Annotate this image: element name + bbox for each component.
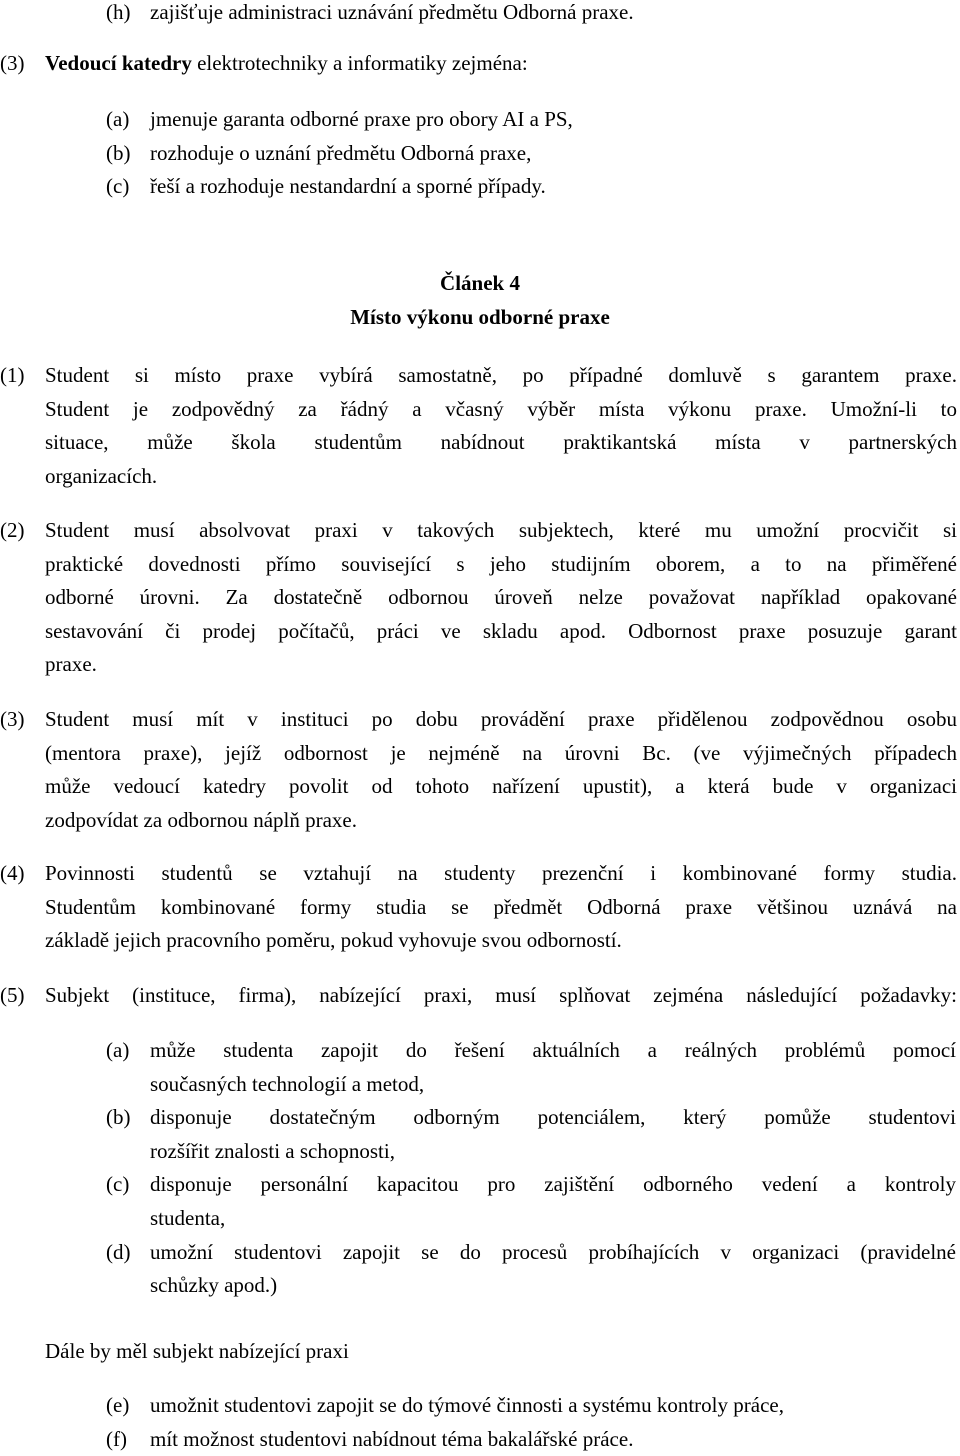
further-intro [0, 1335, 960, 1369]
paragraph-line: sestavování či prodej počítačů, práci ve skladu apod. Odbornost praxe posuzuje garant [45, 618, 957, 643]
paragraph-line: zodpovídat za odbornou náplň praxe. [45, 807, 357, 832]
list-item-line: rozšířit znalosti a schopnosti, [150, 1138, 395, 1163]
paragraph-line: Student musí mít v instituci po dobu provádění praxe přidělenou zodpovědnou osobu [45, 707, 957, 731]
paragraph-marker: (2) [0, 518, 25, 542]
paragraph-marker: (3) [0, 51, 25, 75]
list-marker: (b) [106, 140, 131, 165]
list-marker: (c) [106, 1172, 130, 1197]
list-item [0, 103, 960, 137]
article-title: Místo výkonu odborné praxe [350, 305, 610, 329]
list-item-text: rozhoduje o uznání předmětu Odborná praxe, [150, 140, 532, 165]
paragraph-rest: elektrotechniky a informatiky zejména: [191, 51, 528, 75]
paragraph-1 [0, 359, 960, 493]
paragraph-line: základě jejich pracovního poměru, pokud vyhovuje svou odborností. [45, 928, 622, 953]
list-item-line: disponuje personální kapacitou pro zajištění odborného vedení a kontroly [150, 1172, 956, 1197]
further-intro-text: Dále by měl subjekt nabízející praxi [45, 1339, 349, 1363]
paragraph-3-head [0, 47, 960, 81]
list-marker: (h) [106, 0, 131, 24]
list-item-line: studenta, [150, 1205, 226, 1230]
head-item-list [0, 103, 960, 204]
list-item-h [0, 0, 960, 30]
paragraph-marker: (4) [0, 861, 25, 885]
list-marker: (a) [106, 1038, 130, 1062]
list-item-line: disponuje dostatečným odborným potenciálem, který pomůže studentovi [150, 1105, 956, 1130]
further-list [0, 1389, 960, 1456]
list-item-line: umožní studentovi zapojit se do procesů probíhajících v organizaci (pravidelné [150, 1239, 956, 1264]
paragraph-line: Povinnosti studentů se vztahují na studenty prezenční i kombinované formy studia. [45, 861, 957, 885]
paragraph-marker: (1) [0, 363, 25, 387]
list-item [0, 170, 960, 204]
paragraph-line: Student musí absolvovat praxi v takových subjektech, které mu umožní procvičit si [45, 518, 957, 542]
paragraph-line: Studentům kombinované formy studia se předmět Odborná praxe většinou uznává na [45, 894, 957, 919]
paragraph-3 [0, 703, 960, 837]
list-item-text: jmenuje garanta odborné praxe pro obory AI a PS, [150, 107, 573, 131]
paragraph-line: Student si místo praxe vybírá samostatně, po případné domluvě s garantem praxe. [45, 363, 957, 387]
article-number: Článek 4 [440, 271, 520, 295]
paragraph-5 [0, 979, 960, 1013]
list-item-line: současných technologií a metod, [150, 1071, 425, 1096]
paragraph-line: může vedoucí katedry povolit od tohoto nařízení upustit), a která bude v organizaci [45, 774, 957, 799]
paragraph-line: praktické dovednosti přímo související s jeho studijním oborem, a to na přiměřené [45, 551, 957, 576]
bold-term: Vedoucí katedry [45, 51, 192, 75]
paragraph-line: organizacích. [45, 463, 158, 488]
requirements-list [0, 1034, 960, 1303]
list-marker: (d) [106, 1239, 131, 1264]
paragraph-line: Subjekt (instituce, firma), nabízející praxi, musí splňovat zejména následující požadavky: [45, 983, 957, 1007]
paragraph-line: praxe. [45, 652, 97, 677]
list-marker: (f) [106, 1426, 127, 1451]
list-item-text: zajišťuje administraci uznávání předmětu Odborná praxe. [150, 0, 634, 24]
list-marker: (c) [106, 174, 130, 199]
paragraph-marker: (5) [0, 983, 25, 1007]
paragraph-line: (mentora praxe), jejíž odbornost je nejméně na úrovni Bc. (ve výjimečných případech [45, 740, 957, 765]
list-marker: (b) [106, 1105, 131, 1130]
list-marker: (a) [106, 107, 130, 131]
list-item [0, 137, 960, 171]
paragraph-2 [0, 514, 960, 682]
paragraph-line: Student je zodpovědný za řádný a včasný výběr místa výkonu praxe. Umožní-li to [45, 396, 957, 421]
paragraph-line: situace, může škola studentům nabídnout praktikantská místa v partnerských [45, 430, 957, 455]
list-item-text: řeší a rozhoduje nestandardní a sporné případy. [150, 174, 546, 199]
list-item-line: schůzky apod.) [150, 1273, 278, 1298]
paragraph-text [45, 47, 528, 81]
list-item-text: umožnit studentovi zapojit se do týmové činnosti a systému kontroly práce, [150, 1393, 784, 1417]
list-item-text: mít možnost studentovi nabídnout téma bakalářské práce. [150, 1426, 634, 1451]
paragraph-marker: (3) [0, 707, 25, 731]
list-item-line: může studenta zapojit do řešení aktuálních a reálných problémů pomocí [150, 1038, 956, 1062]
paragraph-4 [0, 857, 960, 958]
paragraph-line: odborné úrovni. Za dostatečně odbornou úroveň nelze považovat například opakované [45, 585, 957, 610]
list-marker: (e) [106, 1393, 130, 1417]
